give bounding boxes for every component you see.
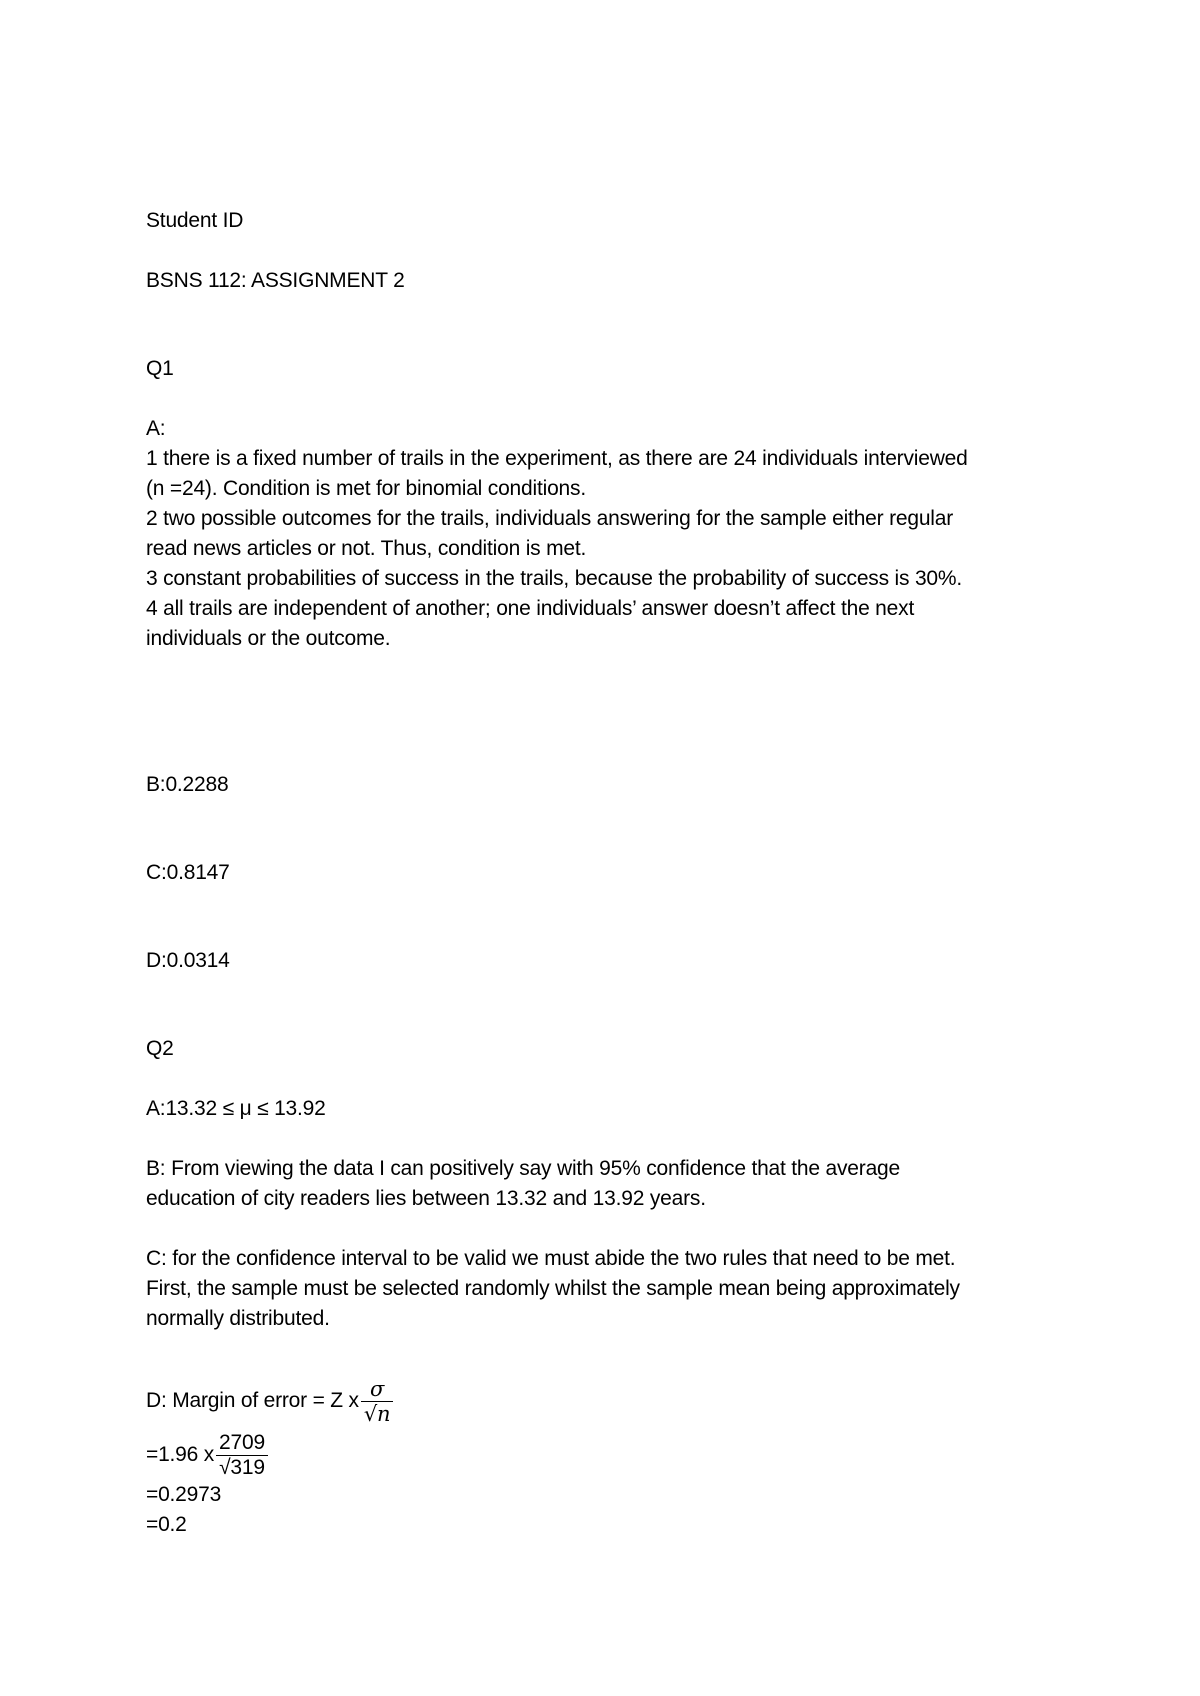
q2-answer-d xyxy=(146,1376,1066,1540)
sigma-over-root-n-fraction xyxy=(361,1377,394,1426)
q2-b-line: B: From viewing the data I can positively say with 95% confidence that the average xyxy=(146,1157,901,1180)
q2-answer-c xyxy=(146,1244,1066,1334)
document-body xyxy=(146,206,1066,1540)
q2-heading: Q2 xyxy=(146,1037,174,1060)
q1-a-label: A: xyxy=(146,417,166,440)
course-title: BSNS 112: ASSIGNMENT 2 xyxy=(146,269,405,292)
step1-numerator: 2709 xyxy=(219,1430,265,1454)
q1-a-line: 1 there is a fixed number of trails in the experiment, as there are 24 individuals interviewed xyxy=(146,447,968,470)
q1-a-line: individuals or the outcome. xyxy=(146,627,391,650)
q2-c-line: First, the sample must be selected randomly whilst the sample mean being approximately xyxy=(146,1277,960,1300)
step1-prefix: =1.96 x xyxy=(146,1443,215,1466)
q1-a-line: 2 two possible outcomes for the trails, individuals answering for the sample either regular xyxy=(146,507,954,530)
q2-answer-b xyxy=(146,1154,1066,1214)
q1-a-line: read news articles or not. Thus, condition is met. xyxy=(146,537,587,560)
q2-answer-a: A:13.32 ≤ μ ≤ 13.92 xyxy=(146,1097,326,1120)
q1-answer-c: C:0.8147 xyxy=(146,861,230,884)
fraction-denominator: √n xyxy=(361,1401,394,1426)
q1-a-line: 3 constant probabilities of success in the trails, because the probability of success is 30%. xyxy=(146,567,963,590)
margin-of-error-formula xyxy=(146,1376,1066,1426)
q1-a-line: (n =24). Condition is met for binomial conditions. xyxy=(146,477,586,500)
fraction-numerator: σ xyxy=(370,1376,385,1401)
q1-answer-b: B:0.2288 xyxy=(146,773,229,796)
step1-denominator: √319 xyxy=(216,1455,268,1480)
formula-prefix: D: Margin of error = Z x xyxy=(146,1389,359,1412)
formula-step-3: =0.2 xyxy=(146,1513,187,1536)
q2-b-line: education of city readers lies between 13.32 and 13.92 years. xyxy=(146,1187,706,1210)
student-id: Student ID xyxy=(146,209,244,232)
q1-heading: Q1 xyxy=(146,357,174,380)
q1-answer-a xyxy=(146,414,1066,654)
q1-answer-d: D:0.0314 xyxy=(146,949,230,972)
formula-step-1 xyxy=(146,1430,1066,1479)
q2-c-line: C: for the confidence interval to be valid we must abide the two rules that need to be met. xyxy=(146,1247,956,1270)
step1-fraction xyxy=(216,1431,268,1480)
q2-c-line: normally distributed. xyxy=(146,1307,330,1330)
q1-a-line: 4 all trails are independent of another; one individuals’ answer doesn’t affect the next xyxy=(146,597,915,620)
formula-step-2: =0.2973 xyxy=(146,1483,222,1506)
